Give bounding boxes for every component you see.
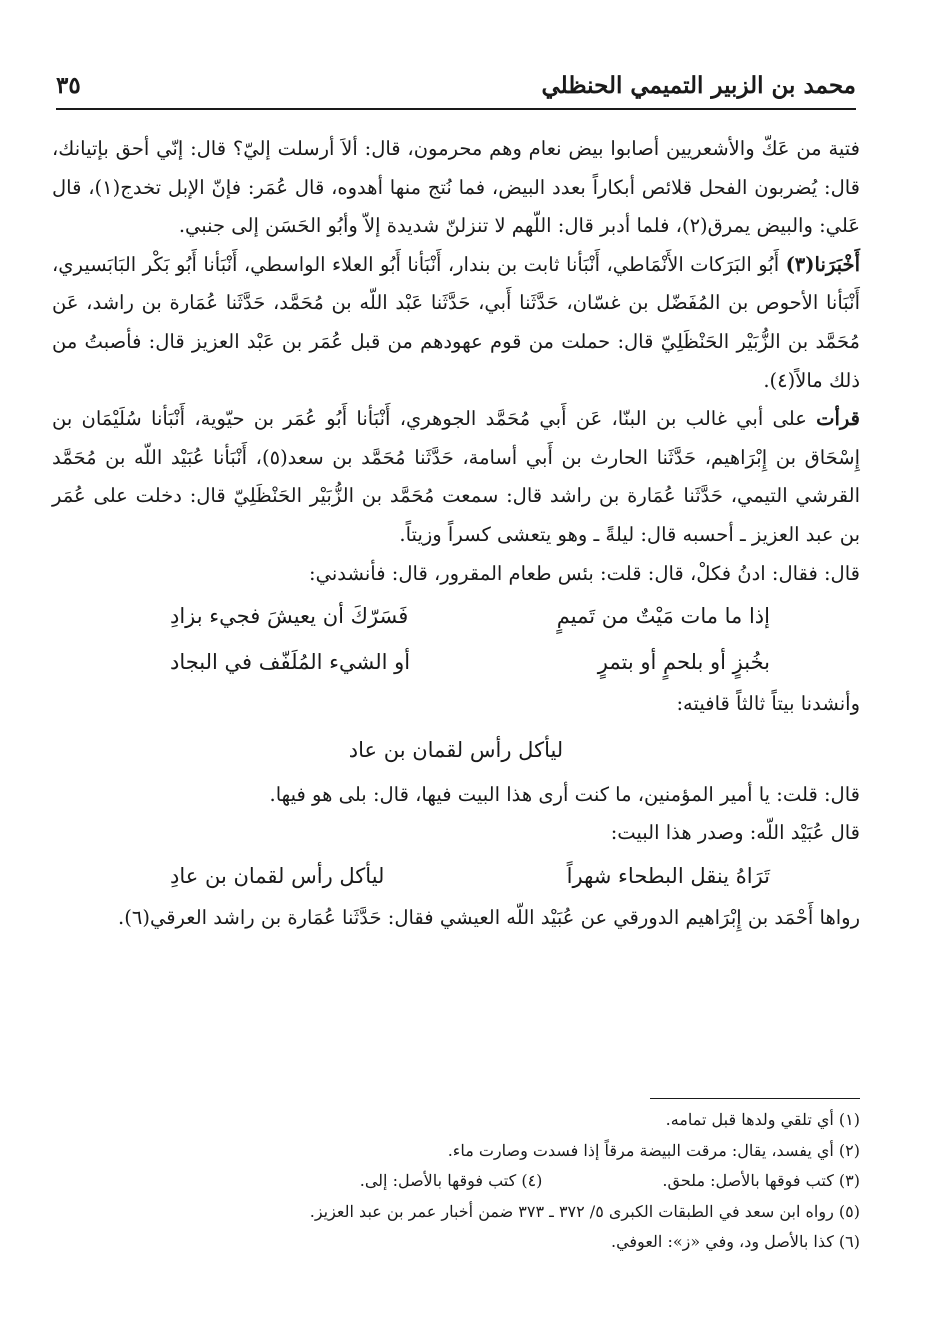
footnote-3: (٣) كتب فوقها بالأصل: ملحق. [662, 1171, 860, 1190]
page-header [56, 62, 856, 110]
paragraph-5: وأنشدنا بيتاً ثالثاً قافيته: [676, 692, 860, 716]
verse-2-second-hemistich: أو الشيء المُلَفّف في البجاد [170, 650, 411, 675]
paragraph-4: قال: فقال: ادنُ فكلْ، قال: قلت: بئس طعام المقرور، قال: فأنشدني: [309, 561, 860, 585]
verse-4-second-hemistich: ليأكل رأس لقمان بن عادِ [170, 863, 385, 888]
running-title: محمد بن الزبير التميمي الحنظلي [541, 72, 856, 99]
page-number: ٣٥ [56, 72, 81, 99]
footnote-row-3-4 [52, 1166, 860, 1197]
verse-line-3: ليأكل رأس لقمان بن عاد [348, 737, 564, 762]
footnotes [52, 1098, 860, 1258]
paragraph-1: فتية من عَكّ والأشعريين أصابوا بيض نعام وهم محرمون، قال: ألاَ أرسلت إليّ؟ قال: إنّي أحق بإتيانك، قال: يُضربون الفحل قلائص أبكاراً بعدد البيض، فما نُتج منها أهدوه، قال عُمَر: فإنّ الإبل تخدج(١)، قال عَلي: والبيض يمرق(٢)، فلما أدبر قال: اللّهم لا تنزلنّ شديدة إلاّ وأبُو الحَسَن إلى جنبي. [52, 137, 861, 238]
footnote-2: (٢) أي يفسد، يقال: مرقت البيضة مرقاً إذا فسدت وصارت ماء. [447, 1140, 860, 1160]
paragraph-6: قال: قلت: يا أمير المؤمنين، ما كنت أرى هذا البيت فيها، قال: بلى هو فيها. [269, 782, 860, 806]
paragraph-7: قال عُبَيْد اللّه: وصدر هذا البيت: [610, 821, 860, 845]
paragraph-2-text: أَبُو البَرَكات الأَنْمَاطي، أَنْبَأنا ثابت بن بندار، أَنْبَأنا أَبُو العلاء الواسطي، أَنْبَأنا أَبُو بَكْر البَابَسيري، أَنْبَأنا الأحوص بن المُفَضّل بن غسّان، حَدَّثَنا أَبي، حَدَّثَنا عَبْد اللّه بن مُحَمَّد، حَدَّثَنا عُمَارة بن راشد، عَن مُحَمَّد بن الزُّبَيْر الحَنْظَلِيّ قال: حملت من قوم عهودهم من قبل عُمَر بن عَبْد العزيز قال: فأصبتُ من ذلك مالاً(٤). [52, 252, 860, 392]
paragraph-3 [52, 400, 860, 554]
verse-line-1 [170, 593, 770, 639]
footnote-divider [650, 1098, 860, 1099]
verse-1-second-hemistich: فَسَرّكَ أن يعيشَ فجيء بزادِ [170, 604, 409, 629]
paragraph-3-lead: قرأت [816, 407, 860, 431]
footnote-6: (٦) كذا بالأصل ود، وفي «ز»: العوفي. [610, 1232, 860, 1251]
footnote-1: (١) أي تلقي ولدها قبل تمامه. [665, 1110, 860, 1129]
verse-2-first-hemistich: بخُبزٍ أو بلحمٍ أو بتمرٍ [597, 650, 770, 675]
paragraph-2 [52, 246, 860, 400]
verse-4-first-hemistich: تَرَاهُ ينقل البطحاء شهراً [566, 863, 770, 888]
verse-line-4 [170, 853, 770, 899]
footnote-5: (٥) رواه ابن سعد في الطبقات الكبرى ٥/ ٣٧٢ ـ ٣٧٣ ضمن أخبار عمر بن عبد العزيز. [309, 1201, 860, 1221]
paragraph-3-text: على أبي غالب بن البنّا، عَن أَبي مُحَمَّد الجوهري، أَنْبَأنا أَبُو عُمَر بن حيّوية، أَنْبَأنا سُلَيْمَان بن إِسْحَاق بن إِبْرَاهيم، حَدَّثَنا الحارث بن أَبي أسامة، حَدَّثَنا مُحَمَّد بن سعد(٥)، أَنْبَأنا عُبَيْد اللّه بن مُحَمَّد القرشي التيمي، حَدَّثَنا عُمَارة بن راشد قال: سمعت مُحَمَّد بن الزُّبَيْر الحَنْظَلِيّ قال: دخلت على عُمَر بن عبد العزيز ـ أحسبه قال: ليلةً ـ وهو يتعشى كسراً وزيتاً. [52, 407, 861, 546]
paragraph-2-lead: أَخْبَرَنا(٣) [785, 252, 860, 276]
verse-line-2 [170, 639, 770, 685]
paragraph-8: رواها أَحْمَد بن إِبْرَاهيم الدورقي عن عُبَيْد اللّه العيشي فقال: حَدَّثَنا عُمَارة بن راشد العرقي(٦). [118, 905, 860, 929]
footnote-4: (٤) كتب فوقها بالأصل: إلى. [359, 1171, 543, 1190]
main-text [52, 130, 860, 938]
verse-1-first-hemistich: إذا ما مات مَيْتٌ من تَميمٍ [556, 604, 770, 629]
